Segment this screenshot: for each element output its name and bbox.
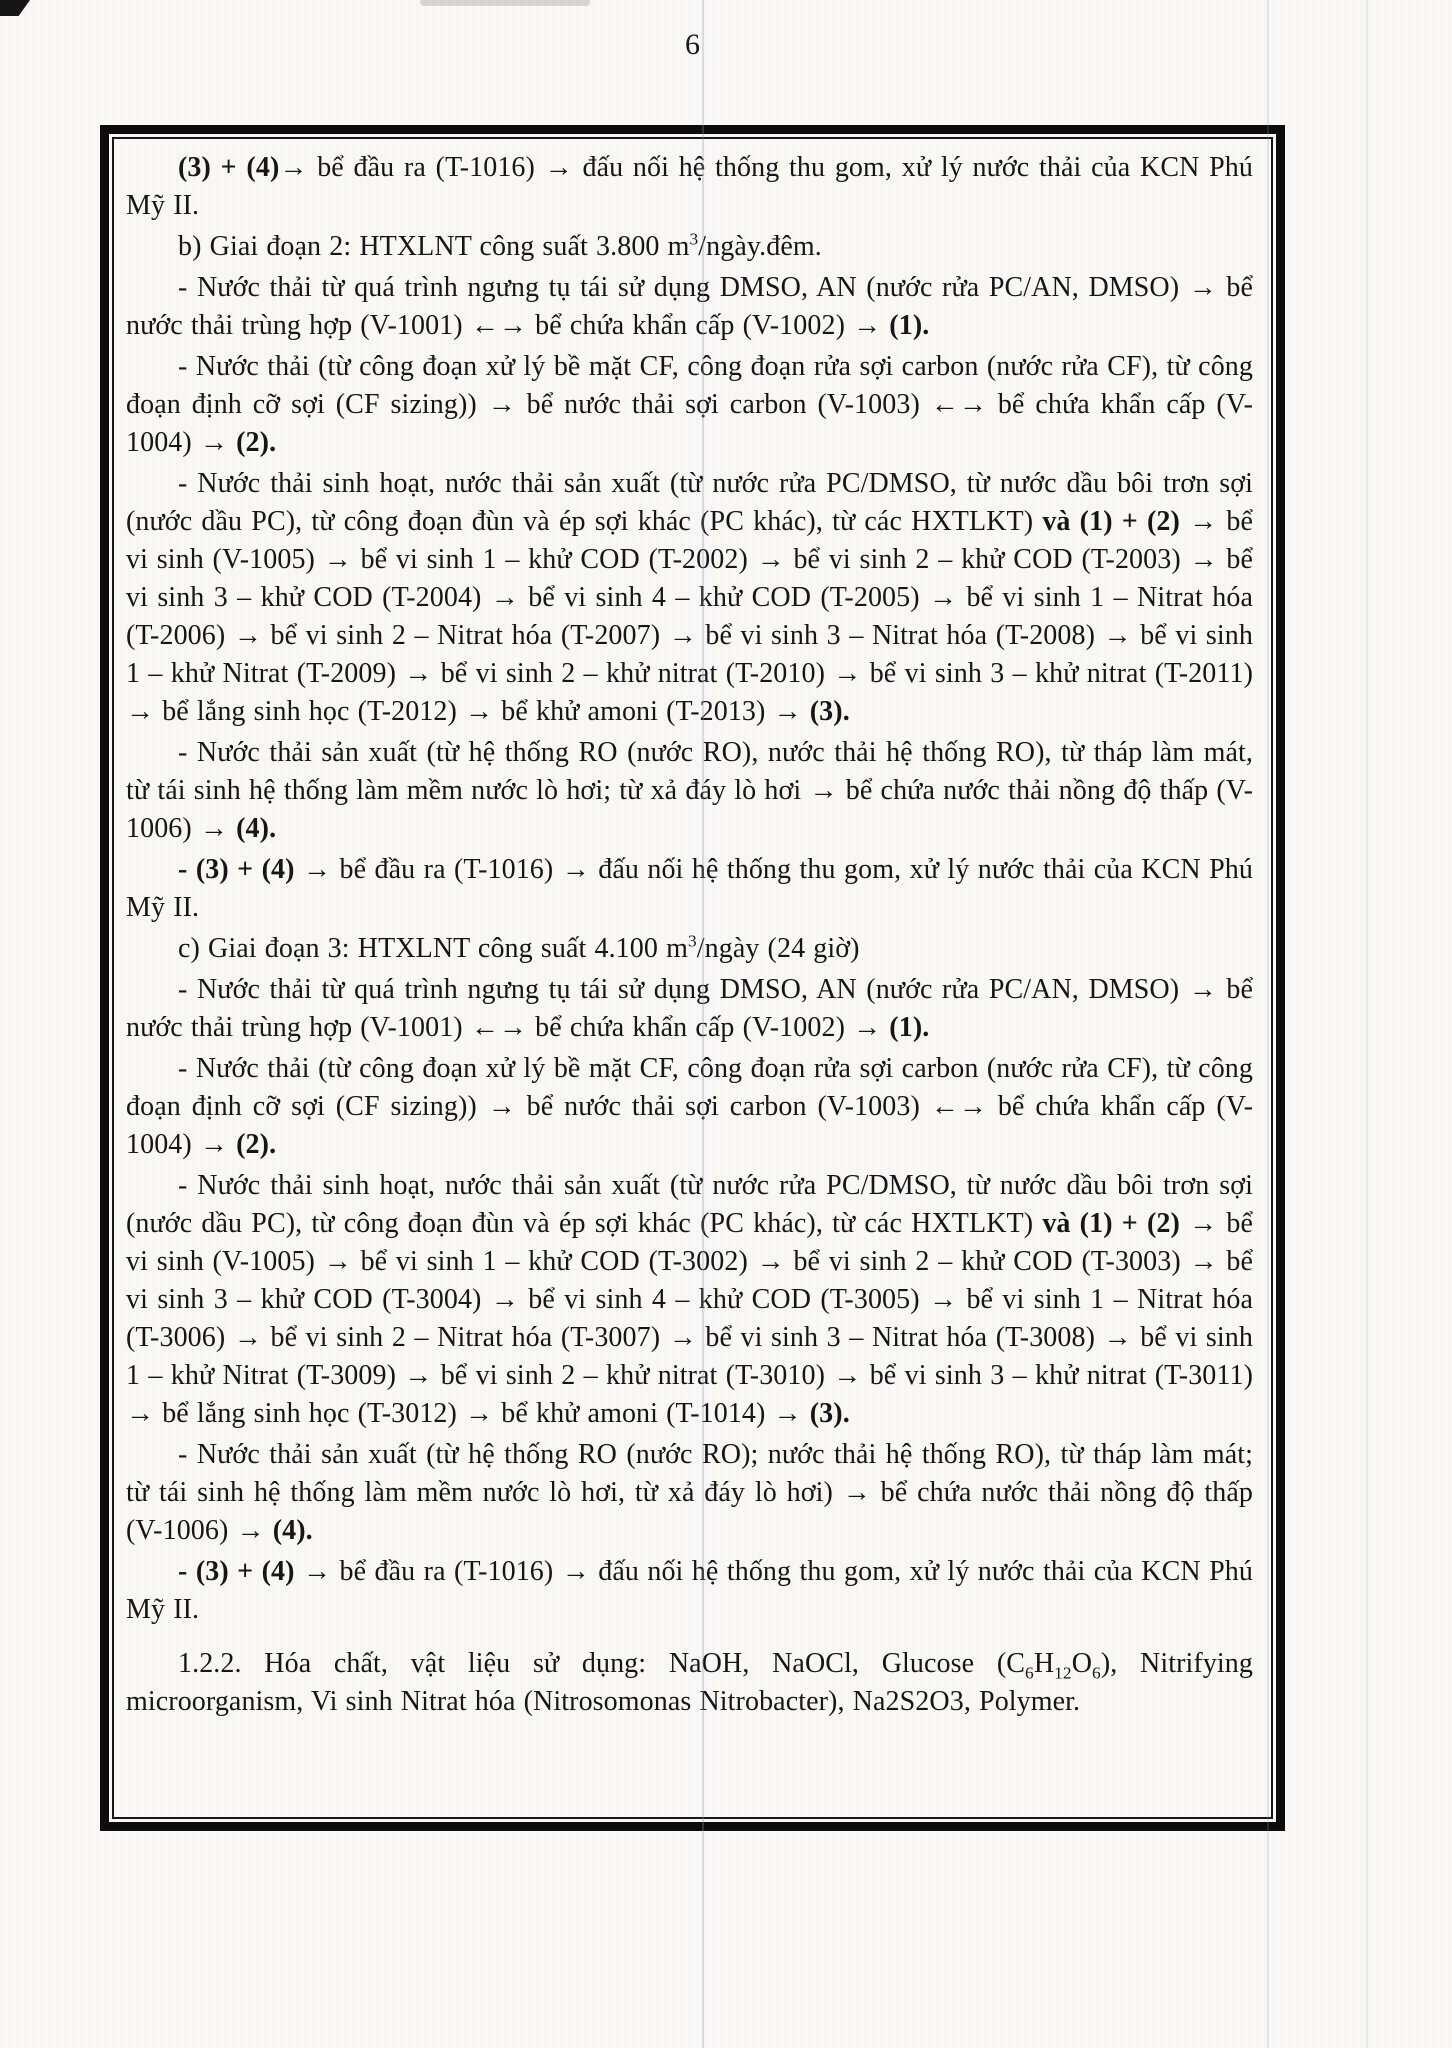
- paragraph: [126, 228, 1253, 266]
- text-segment: (3) + (4): [178, 152, 280, 183]
- text-segment: /ngày.đêm.: [698, 231, 822, 262]
- text-segment: - Nước thải sinh hoạt, nước thải sản xuất (từ nước rửa PC/DMSO, từ nước dầu bôi trơn sợi (nước dầu PC), từ công đoạn đùn và ép sợi khác (PC khác), từ các HXTLKT): [126, 468, 1253, 537]
- text-segment: - Nước thải (từ công đoạn xử lý bề mặt CF, công đoạn rửa sợi carbon (nước rửa CF), từ công đoạn định cỡ sợi (CF sizing)) → bể nước thải sợi carbon (V-1003) ←→ bể chứa khẩn cấp (V-1004) →: [126, 1053, 1253, 1160]
- paragraph: [126, 930, 1253, 968]
- text-segment: → bể đầu ra (T-1016) → đấu nối hệ thống thu gom, xử lý nước thải của KCN Phú Mỹ II.: [126, 854, 1253, 923]
- text-segment: - Nước thải sản xuất (từ hệ thống RO (nước RO); nước thải hệ thống RO), từ tháp làm mát; từ tái sinh hệ thống làm mềm nước lò hơi, từ xả đáy lò hơi) → bể chứa nước thải nồng độ thấp (V-1006) →: [126, 1439, 1253, 1546]
- text-segment: /ngày (24 giờ): [696, 933, 860, 964]
- text-segment: 6: [1025, 1663, 1034, 1683]
- text-segment: - Nước thải sinh hoạt, nước thải sản xuất (từ nước rửa PC/DMSO, từ nước dầu bôi trơn sợi (nước dầu PC), từ công đoạn đùn và ép sợi khác (PC khác), từ các HXTLKT): [126, 1170, 1253, 1239]
- text-segment: 6: [1092, 1663, 1101, 1683]
- text-segment: (4).: [236, 813, 277, 844]
- paragraph: [126, 1050, 1253, 1164]
- paragraph: [126, 465, 1253, 731]
- text-segment: 3: [689, 229, 699, 249]
- document-paragraphs: [112, 137, 1273, 1819]
- paragraph: [126, 1436, 1253, 1550]
- text-segment: → bể đầu ra (T-1016) → đấu nối hệ thống thu gom, xử lý nước thải của KCN Phú Mỹ II.: [126, 152, 1253, 221]
- text-segment: - Nước thải từ quá trình ngưng tụ tái sử dụng DMSO, AN (nước rửa PC/AN, DMSO) → bể nước thải trùng hợp (V-1001) ←→ bể chứa khẩn cấp (V-1002) →: [126, 272, 1253, 341]
- text-segment: (1).: [889, 310, 930, 341]
- text-segment: và (1) + (2): [1042, 1208, 1180, 1239]
- paragraph: [126, 1645, 1253, 1721]
- paragraph: [126, 1167, 1253, 1433]
- paragraph: [126, 348, 1253, 462]
- text-segment: 3: [687, 931, 697, 951]
- text-segment: → bể vi sinh (V-1005) → bể vi sinh 1 – khử COD (T-3002) → bể vi sinh 2 – khử COD (T-3003) → bể vi sinh 3 – khử COD (T-3004) → bể vi sinh 4 – khử COD (T-3005) → bể vi sinh 1 – Nitrat hóa (T-3006) → bể vi sinh 2 – Nitrat hóa (T-3007) → bể vi sinh 3 – Nitrat hóa (T-3008) → bể vi sinh 1 – khử Nitrat (T-3009) → bể vi sinh 2 – khử nitrat (T-3010) → bể vi sinh 3 – khử nitrat (T-3011) → bể lắng sinh học (T-3012) → bể khử amoni (T-1014) →: [126, 1208, 1254, 1429]
- paragraph: [126, 1553, 1253, 1629]
- paragraph: [126, 971, 1253, 1047]
- text-segment: - Nước thải (từ công đoạn xử lý bề mặt CF, công đoạn rửa sợi carbon (nước rửa CF), từ công đoạn định cỡ sợi (CF sizing)) → bể nước thải sợi carbon (V-1003) ←→ bể chứa khẩn cấp (V-1004) →: [126, 351, 1253, 458]
- text-segment: ), Nitrifying microorganism, Vi sinh Nitrat hóa (Nitrosomonas Nitrobacter), Na2S2O3, Polymer.: [126, 1648, 1253, 1717]
- paragraph: [126, 851, 1253, 927]
- text-segment: H: [1033, 1648, 1055, 1679]
- text-segment: b) Giai đoạn 2: HTXLNT công suất 3.800 m: [178, 231, 690, 262]
- paragraph: [126, 269, 1253, 345]
- text-segment: (2).: [236, 1129, 277, 1160]
- text-segment: (4).: [272, 1515, 313, 1546]
- text-segment: (1).: [889, 1012, 930, 1043]
- text-segment: và (1) + (2): [1042, 506, 1180, 537]
- text-segment: (3).: [809, 696, 850, 727]
- text-segment: (3).: [809, 1398, 850, 1429]
- text-segment: → bể đầu ra (T-1016) → đấu nối hệ thống thu gom, xử lý nước thải của KCN Phú Mỹ II.: [126, 1556, 1253, 1625]
- document-border-box: [100, 125, 1285, 1831]
- scan-artifact-line: [1366, 0, 1368, 2048]
- scan-corner-artifact: [0, 0, 30, 16]
- page-number: 6: [685, 28, 700, 61]
- text-segment: - Nước thải từ quá trình ngưng tụ tái sử dụng DMSO, AN (nước rửa PC/AN, DMSO) → bể nước thải trùng hợp (V-1001) ←→ bể chứa khẩn cấp (V-1002) →: [126, 974, 1253, 1043]
- text-segment: O: [1071, 1648, 1093, 1679]
- text-segment: → bể vi sinh (V-1005) → bể vi sinh 1 – khử COD (T-2002) → bể vi sinh 2 – khử COD (T-2003) → bể vi sinh 3 – khử COD (T-2004) → bể vi sinh 4 – khử COD (T-2005) → bể vi sinh 1 – Nitrat hóa (T-2006) → bể vi sinh 2 – Nitrat hóa (T-2007) → bể vi sinh 3 – Nitrat hóa (T-2008) → bể vi sinh 1 – khử Nitrat (T-2009) → bể vi sinh 2 – khử nitrat (T-2010) → bể vi sinh 3 – khử nitrat (T-2011) → bể lắng sinh học (T-2012) → bể khử amoni (T-2013) →: [126, 506, 1254, 727]
- paragraph: [126, 149, 1253, 225]
- text-segment: - (3) + (4): [178, 854, 295, 885]
- text-segment: 1.2.2. Hóa chất, vật liệu sử dụng: NaOH, NaOCl, Glucose (C: [178, 1648, 1026, 1679]
- text-segment: - Nước thải sản xuất (từ hệ thống RO (nước RO), nước thải hệ thống RO), từ tháp làm mát, từ tái sinh hệ thống làm mềm nước lò hơi; từ xả đáy lò hơi → bể chứa nước thải nồng độ thấp (V-1006) →: [126, 737, 1253, 844]
- paragraph: [126, 734, 1253, 848]
- text-segment: (2).: [236, 427, 277, 458]
- text-segment: c) Giai đoạn 3: HTXLNT công suất 4.100 m: [178, 933, 688, 964]
- scan-smudge-artifact: [420, 0, 590, 6]
- text-segment: - (3) + (4): [178, 1556, 295, 1587]
- text-segment: 12: [1054, 1663, 1072, 1683]
